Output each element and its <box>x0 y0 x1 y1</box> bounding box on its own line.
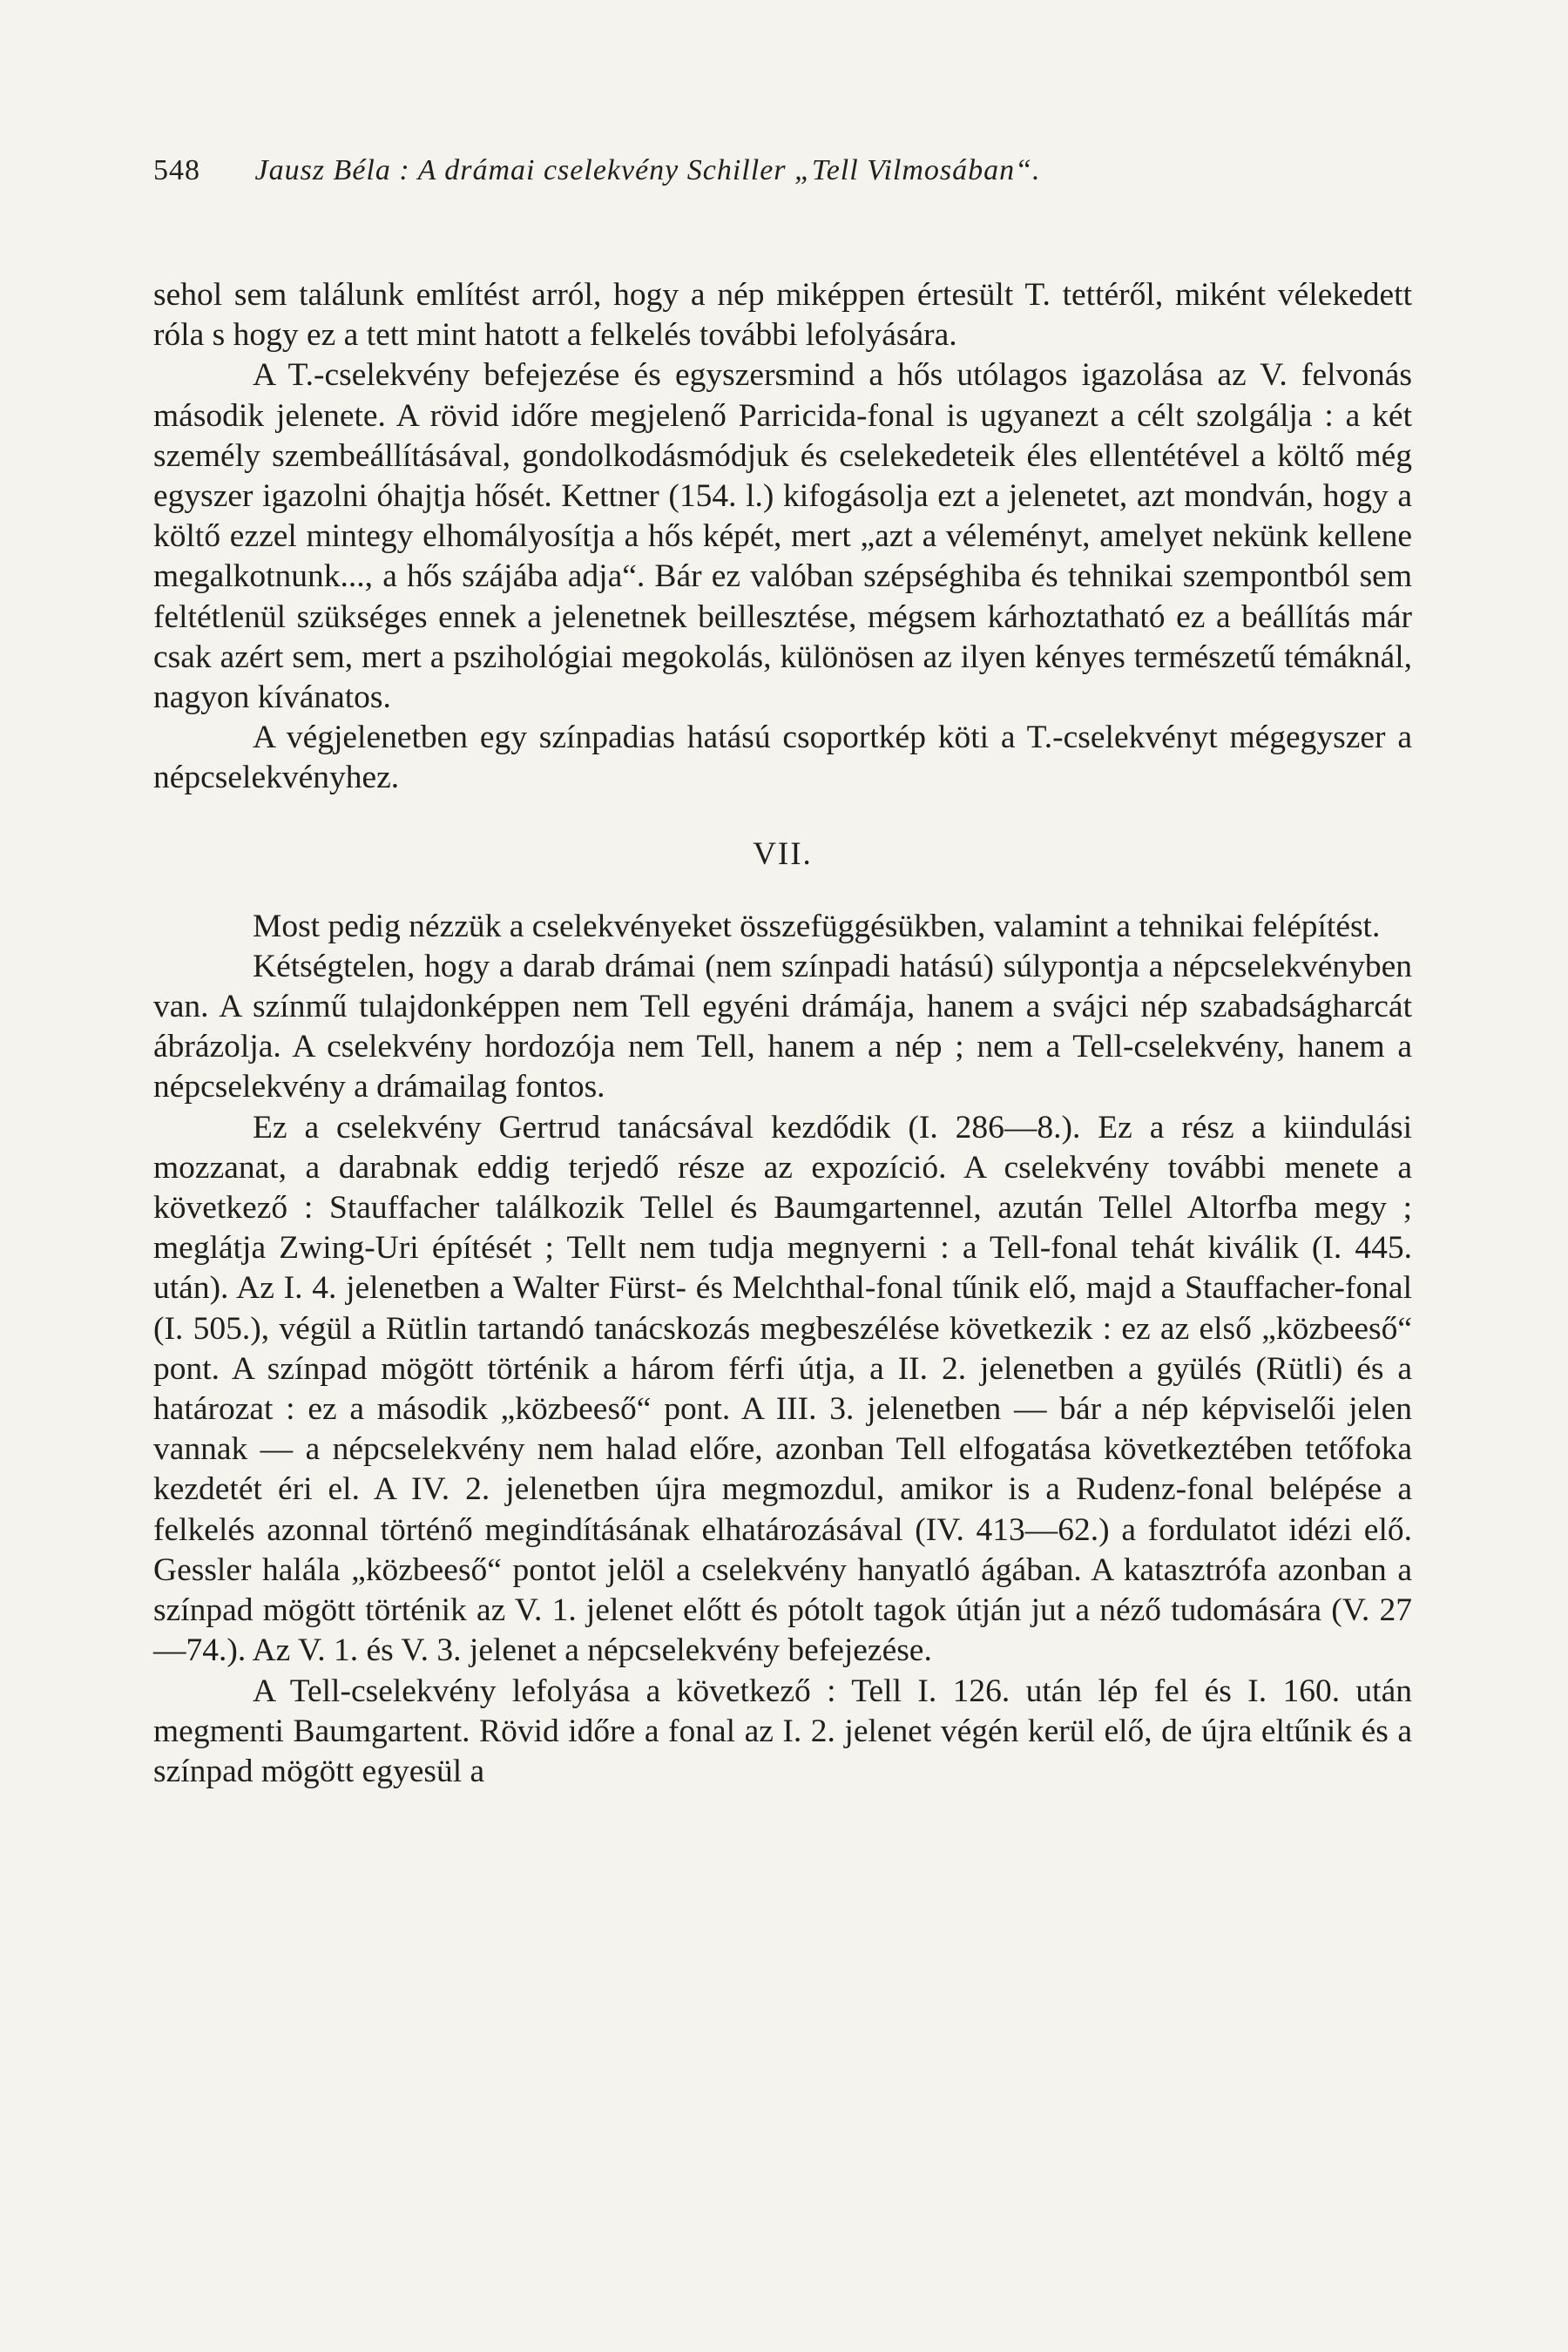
paragraph-continued: sehol sem találunk említést arról, hogy a nép miképpen értesült T. tettéről, miként vélekedett róla s hogy ez a tett mint hatott a felkelés további lefolyására. <box>153 277 1412 354</box>
section-heading: VII. <box>753 835 813 872</box>
paragraph: A végjelenetben egy színpadias hatású csoportkép köti a T.-cselekvényt mégegyszer a népcselekvényhez. <box>153 720 1412 796</box>
paragraph: Kétségtelen, hogy a darab drámai (nem színpadi hatású) súlypontja a népcselekvényben van. A színmű tulajdonképpen nem Tell egyéni drámája, hanem a svájci nép szabadságharcát ábrázolja. A cselekvény hordozója nem Tell, hanem a nép ; nem a Tell-cselekvény, hanem a népcselekvény a drámailag fontos. <box>153 948 1412 1105</box>
running-title: Jausz Béla : A drámai cselekvény Schiller „Tell Vilmosában“. <box>254 154 1041 186</box>
paragraph: A T.-cselekvény befejezése és egyszersmind a hős utólagos igazolása az V. felvonás második jelenete. A rövid időre megjelenő Parricida-fonal is ugyanezt a célt szolgálja : a két személy szembeállításával, gondolkodásmódjuk és cselekedeteik éles ellentétével a költő még egyszer igazolni óhajtja hősét. Kettner (154. l.) kifogásolja ezt a jelenetet, azt mondván, hogy a költő ezzel mintegy elhomályosítja a hős képét, mert „azt a véleményt, amelyet nekünk kellene megalkotnunk..., a hős szájába adja“. Bár ez valóban szépséghiba és tehnikai szempontból sem feltétlenül szükséges ennek a jelenetnek beillesztése, mégsem kárhoztatható ez a beállítás már csak azért sem, mert a pszihológiai megokolás, különösen az ilyen kényes természetű témáknál, nagyon kívánatos. <box>153 357 1412 716</box>
paragraph: Ez a cselekvény Gertrud tanácsával kezdődik (I. 286—8.). Ez a rész a kiindulási mozzanat, a darabnak eddig terjedő része az expozíció. A cselekvény további menete a következő : Stauffacher találkozik Tellel és Baumgartennel, azután Tellel Altorfba megy ; meglátja Zwing-Uri építését ; Tellt nem tudja megnyerni : a Tell-fonal tehát kiválik (I. 445. után). Az I. 4. jelenetben a Walter Fürst- és Melchthal-fonal tűnik elő, majd a Stauffacher-fonal (I. 505.), végül a Rütlin tartandó tanácskozás megbeszélése következik : ez az első „közbeeső“ pont. A színpad mögött történik a három férfi útja, a II. 2. jelenetben a gyülés (Rütli) és a határozat : ez a második „közbeeső“ pont. A III. 3. jelenetben — bár a nép képviselői jelen vannak — a népcselekvény nem halad előre, azonban Tell elfogatása következtében tetőfoka kezdetét éri el. A IV. 2. jelenetben újra megmozdul, amikor is a Rudenz-fonal belépése a felkelés azonnal történő megindításának elhatározásával (IV. 413—62.) a fordulatot idézi elő. Gessler halála „közbeeső“ pontot jelöl a cselekvény hanyatló ágában. A katasztrófa azonban a színpad mögött történik az V. 1. jelenet előtt és pótolt tagok útján jut a néző tudomására (V. 27—74.). Az V. 1. és V. 3. jelenet a népcselekvény befejezése. <box>153 1109 1412 1669</box>
paragraph: Most pedig nézzük a cselekvényeket összefüggésükben, valamint a tehnikai felépítést. <box>253 908 1381 944</box>
running-header <box>153 153 1425 188</box>
body-text <box>153 275 1412 1792</box>
paragraph: A Tell-cselekvény lefolyása a következő : Tell I. 126. után lép fel és I. 160. után megmenti Baumgartent. Rövid időre a fonal az I. 2. jelenet végén kerül elő, de újra eltűnik és a színpad mögött egyesül a <box>153 1673 1412 1789</box>
page-number: 548 <box>153 154 200 186</box>
